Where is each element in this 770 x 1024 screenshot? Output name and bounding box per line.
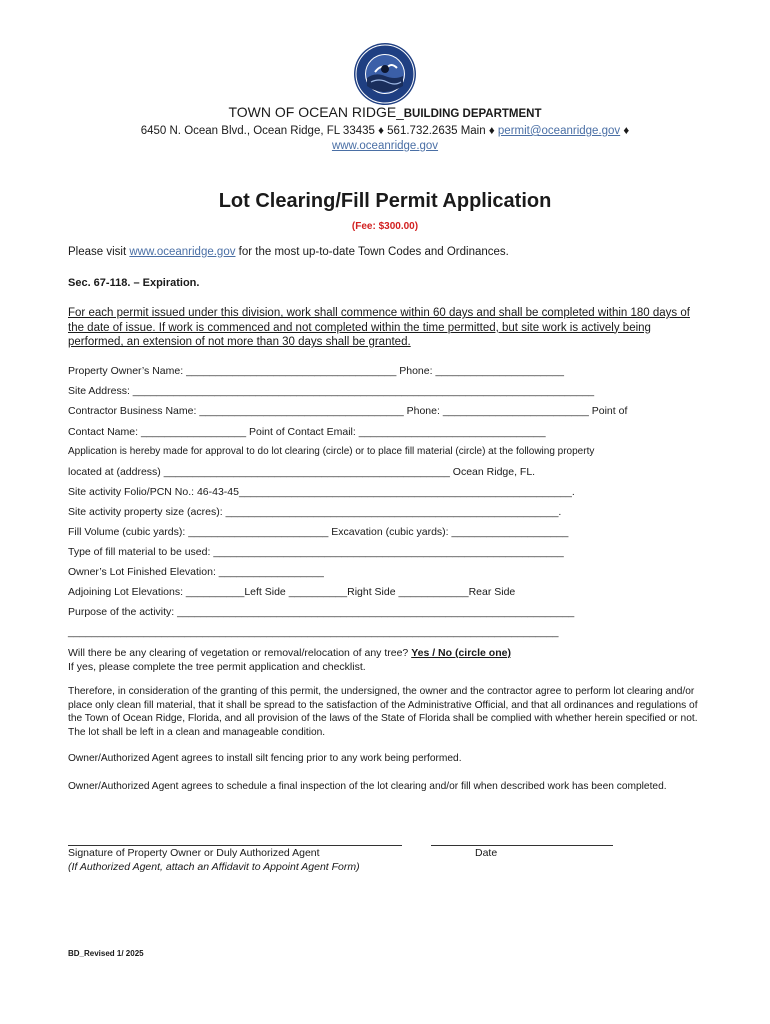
form-title: Lot Clearing/Fill Permit Application bbox=[218, 190, 552, 212]
application-line: Application is hereby made for approval to do lot clearing (circle) or to place fill material (circle) at the following property bbox=[68, 446, 595, 457]
website-link-2[interactable]: www.oceanridge.gov bbox=[129, 246, 236, 258]
fill-volume-field[interactable]: ________________________ bbox=[188, 526, 329, 538]
site-address-row: Site Address: _______________________________________________________________________________ bbox=[68, 385, 595, 397]
right-side-field[interactable]: __________ bbox=[288, 586, 348, 598]
fill-type-field[interactable]: ____________________________________________________________ bbox=[213, 546, 564, 558]
folio-field[interactable]: _________________________________________________________. bbox=[238, 486, 575, 498]
inspection-statement: Owner/Authorized Agent agrees to schedule a final inspection of the lot clearing and/or fill when described work has been completed. bbox=[68, 781, 667, 792]
contact-email-field[interactable]: ________________________________ bbox=[358, 426, 546, 438]
town-seal bbox=[353, 42, 417, 106]
visit-line: Please visit www.oceanridge.gov for the most up-to-date Town Codes and Ordinances. bbox=[68, 246, 509, 258]
property-size-field[interactable]: _________________________________________________________. bbox=[225, 506, 562, 518]
contractor-phone-field[interactable]: _________________________ bbox=[442, 405, 589, 417]
expiration-paragraph: For each permit issued under this division, work shall commence within 60 days and shall be completed within 180 days of the date of issue. If work is commenced and not completed within the time permitted, but site work is actively being performed, an extension of not more than 30 days shall be granted. bbox=[68, 307, 690, 348]
volume-row: Fill Volume (cubic yards): ________________________ Excavation (cubic yards): ____________________ bbox=[68, 526, 569, 538]
adjoining-row: Adjoining Lot Elevations: __________Left Side __________Right Side ____________Rear Side bbox=[68, 586, 516, 598]
yes-no-choice[interactable]: Yes / No (circle one) bbox=[411, 647, 511, 659]
revision-label: BD_Revised 1/ 2025 bbox=[68, 949, 144, 958]
fee-label: (Fee: $300.00) bbox=[351, 221, 419, 232]
address-text: 6450 N. Ocean Blvd., Ocean Ridge, FL 33435 ♦ 561.732.2635 Main ♦ bbox=[140, 125, 498, 137]
signature-line[interactable] bbox=[68, 845, 402, 846]
purpose-field-2[interactable]: ____________________________________________________________________________________ bbox=[68, 626, 559, 638]
agreement-paragraph: Therefore, in consideration of the granting of this permit, the undersigned, the owner and the contractor agree to perform lot clearing and/or place only clean fill material, that it shall be spread to the satisfaction of the Administrative Official, and that all ordinances and regulations of the Town of Ocean Ridge, Florida, and all provision of the laws of the State of Florida shall be complied with whether herein specified or not. The lot shall be left in a clean and manageable condition. bbox=[68, 686, 698, 738]
section-heading: Sec. 67-118. – Expiration. bbox=[68, 277, 200, 289]
tree-question: Will there be any clearing of vegetation or removal/relocation of any tree? Yes / No (circle one) If yes, please complete the tree permit application and checklist. bbox=[68, 647, 511, 673]
tree-note: If yes, please complete the tree permit application and checklist. bbox=[68, 661, 366, 673]
owner-name-row: Property Owner’s Name: ____________________________________ Phone: ______________________ bbox=[68, 365, 564, 377]
owner-name-field[interactable]: ____________________________________ bbox=[186, 365, 397, 377]
location-row: located at (address) _________________________________________________ Ocean Ridge, FL. bbox=[68, 466, 536, 478]
purpose-field[interactable]: ____________________________________________________________________ bbox=[177, 606, 575, 618]
date-line[interactable] bbox=[431, 845, 613, 846]
finished-elevation-row: Owner’s Lot Finished Elevation: __________________ bbox=[68, 566, 324, 578]
owner-phone-field[interactable]: ______________________ bbox=[435, 365, 564, 377]
purpose-row: Purpose of the activity: ____________________________________________________________________ bbox=[68, 606, 575, 618]
contractor-name-field[interactable]: ___________________________________ bbox=[199, 405, 404, 417]
contact-address: 6450 N. Ocean Blvd., Ocean Ridge, FL 33435 ♦ 561.732.2635 Main ♦ permit@oceanridge.gov ♦ www.oceanridge.gov bbox=[140, 125, 630, 152]
date-label: Date bbox=[475, 847, 498, 859]
rear-side-field[interactable]: ____________ bbox=[398, 586, 469, 598]
fill-type-row: Type of fill material to be used: ____________________________________________________________ bbox=[68, 546, 564, 558]
left-side-field[interactable]: __________ bbox=[185, 586, 245, 598]
property-size-row: Site activity property size (acres): _________________________________________________________. bbox=[68, 506, 562, 518]
email-link[interactable]: permit@oceanridge.gov bbox=[497, 125, 621, 137]
location-address-field[interactable]: _________________________________________________ bbox=[163, 466, 450, 478]
department-name: BUILDING DEPARTMENT bbox=[403, 108, 542, 120]
website-link[interactable]: www.oceanridge.gov bbox=[331, 140, 439, 152]
agent-affidavit-note: (If Authorized Agent, attach an Affidavit to Appoint Agent Form) bbox=[68, 861, 360, 873]
contact-row: Contact Name: __________________ Point of Contact Email: ________________________________ bbox=[68, 426, 546, 438]
org-name: TOWN OF OCEAN RIDGE bbox=[228, 104, 397, 120]
site-address-field[interactable]: _______________________________________________________________________________ bbox=[132, 385, 595, 397]
folio-row: Site activity Folio/PCN No.: 46-43-45_________________________________________________________. bbox=[68, 486, 575, 498]
signature-label: Signature of Property Owner or Duly Authorized Agent bbox=[68, 847, 320, 859]
contractor-row: Contractor Business Name: ___________________________________ Phone: _________________________ Point of bbox=[68, 405, 628, 417]
contact-name-field[interactable]: __________________ bbox=[140, 426, 247, 438]
silt-fencing-statement: Owner/Authorized Agent agrees to install silt fencing prior to any work being performed. bbox=[68, 753, 462, 764]
org-title: TOWN OF OCEAN RIDGE_BUILDING DEPARTMENT bbox=[228, 104, 542, 120]
excavation-field[interactable]: ____________________ bbox=[451, 526, 569, 538]
finished-elevation-field[interactable]: __________________ bbox=[218, 566, 324, 578]
